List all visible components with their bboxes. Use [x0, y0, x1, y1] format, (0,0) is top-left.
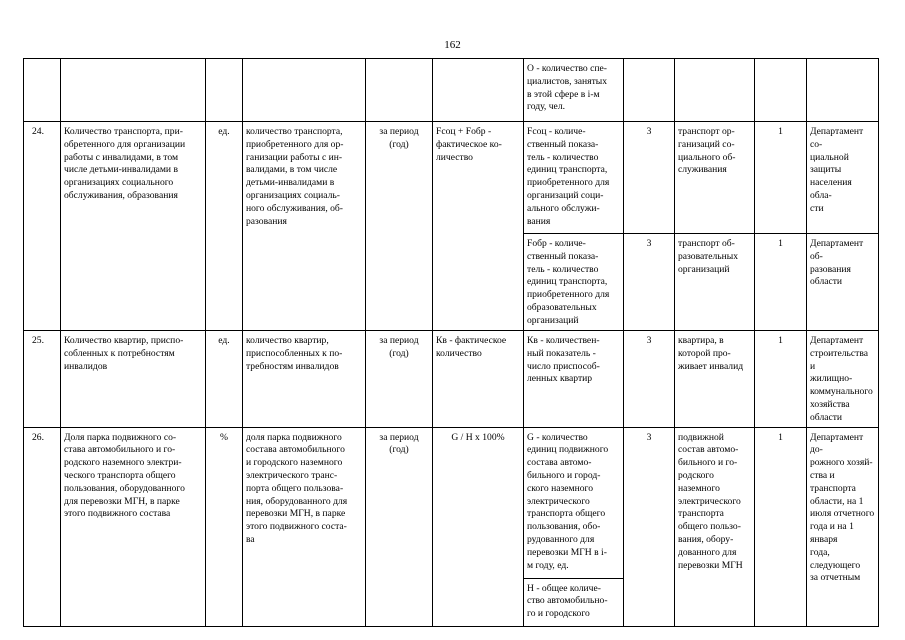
table-row — [24, 427, 879, 578]
unit-cell: ед. — [206, 122, 243, 331]
frequency-cell: 1 — [755, 122, 807, 234]
period-cell: за период (год) — [366, 331, 433, 428]
data-source-cell: квартира, в которой про- живает инвалид — [675, 331, 755, 428]
responsible-cell: Департамент со- циальной защиты населения обла- сти — [807, 122, 879, 234]
frequency-cell: 1 — [755, 234, 807, 331]
formula-variable-cell: Кв - количествен- ный показатель - число приспособ- ленных квартир — [524, 331, 624, 428]
row-number: 24. — [24, 122, 61, 331]
period-cell: за период (год) — [366, 122, 433, 331]
formula-cell: Кв - фактическое количество — [433, 331, 524, 428]
row-number: 26. — [24, 427, 61, 626]
method-code-cell: 3 — [624, 331, 675, 428]
method-code-cell: 3 — [624, 122, 675, 234]
formula-variable-cell: G - количество единиц подвижного состава автомо- бильного и город- ского наземного электрического транспорта общего пользования, обо- рудованного для перевозки МГН в i- м году, ед. — [524, 427, 624, 578]
row-number: 25. — [24, 331, 61, 428]
indicator-name: Количество транспорта, при- обретенного для организации работы с инвалидами, в том числе детьми-инвалидами в организациях социального обслуживания, образования — [61, 122, 206, 331]
formula-variable-cell: Fобр - количе- ственный показа- тель - количество единиц транспорта, приобретенного для образовательных организаций — [524, 234, 624, 331]
table-row — [24, 122, 879, 234]
responsible-cell: Департамент строительства и жилищно- коммунального хозяйства области — [807, 331, 879, 428]
frequency-cell: 1 — [755, 331, 807, 428]
definition-cell: доля парка подвижного состава автомобильного и городского наземного электрического транс- порта общего пользова- ния, оборудованного для перевозки МГН, в парке этого подвижного соста- ва — [243, 427, 366, 626]
frequency-cell: 1 — [755, 427, 807, 626]
method-code-cell: 3 — [624, 427, 675, 626]
formula-cell: Fсоц + Fобр - фактическое ко- личество — [433, 122, 524, 331]
definition-cell: количество квартир, приспособленных к по- требностям инвалидов — [243, 331, 366, 428]
responsible-cell: Департамент об- разования области — [807, 234, 879, 331]
data-source-cell: транспорт ор- ганизаций со- циального об- служивания — [675, 122, 755, 234]
indicators-table — [23, 58, 879, 627]
table-row — [24, 59, 879, 122]
formula-variable-cell: Fсоц - количе- ственный показа- тель - количество единиц транспорта, приобретенного для организаций соци- ального обслужи- вания — [524, 122, 624, 234]
definition-cell: количество транспорта, приобретенного для ор- ганизации работы с ин- валидами, в том числе детьми-инвалидами в организациях социаль- ного обслуживания, об- разования — [243, 122, 366, 331]
indicator-name: Количество квартир, приспо- собленных к потребностям инвалидов — [61, 331, 206, 428]
unit-cell: % — [206, 427, 243, 626]
data-source-cell: транспорт об- разовательных организаций — [675, 234, 755, 331]
table-row — [24, 331, 879, 428]
formula-cell: G / H x 100% — [433, 427, 524, 626]
formula-variable-cell: О - количество спе- циалистов, занятых в этой сфере в i-м году, чел. — [524, 59, 624, 122]
unit-cell: ед. — [206, 331, 243, 428]
responsible-cell: Департамент до- рожного хозяй- ства и транспорта области, на 1 июля отчетного года и на 1 января года, следующего за отчетным — [807, 427, 879, 626]
page-number: 162 — [444, 39, 461, 51]
method-code-cell: 3 — [624, 234, 675, 331]
indicator-name: Доля парка подвижного со- става автомобильного и го- родского наземного электри- ческого транспорта общего пользования, оборудованного для перевозки МГН, в парке этого подвижного состава — [61, 427, 206, 626]
formula-variable-cell: H - общее количе- ство автомобильно- го и городского — [524, 578, 624, 626]
data-source-cell: подвижной состав автомо- бильного и го- родского наземного электрического транспорта общего пользо- вания, обору- дованного для перевозки МГН — [675, 427, 755, 626]
period-cell: за период (год) — [366, 427, 433, 626]
